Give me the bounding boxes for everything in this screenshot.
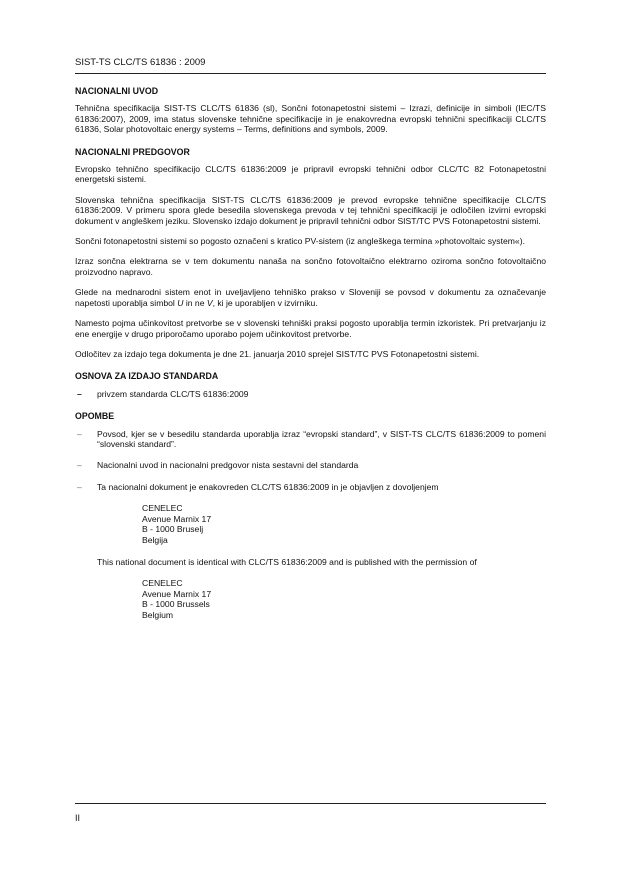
- note-dash: –: [77, 460, 82, 471]
- address-line: B - 1000 Brussels: [142, 599, 210, 610]
- units-text-before: Glede na mednarodni sistem enot in uveljavljeno tehniško prakso v Sloveniji se povsod v dokumentu za označevanje napetosti uporablja simbol: [75, 287, 546, 308]
- opomba-text-2: Nacionalni uvod in nacionalni predgovor nista sestavni del standarda: [97, 460, 359, 471]
- address-line: Avenue Marnix 17: [142, 588, 212, 599]
- heading-nacionalni-predgovor: NACIONALNI PREDGOVOR: [75, 146, 190, 157]
- paragraph-uvod: Tehnična specifikacija SIST-TS CLC/TS 61836 (sl), Sončni fotonapetostni sistemi – Izrazi, definicije in simboli (IEC/TS 61836:2007), 2009, ima status slovenske tehnične specifikacije in je enakovredna evropski tehnični specifikaciji CLC/TS 61836, Solar photovoltaic energy systems – Terms, definitions and symbols, 2009.: [75, 103, 546, 135]
- paragraph-predgovor-2: Slovenska tehnična specifikacija SIST-TS CLC/TS 61836:2009 je prevod evropske tehnične specifikacije CLC/TS 61836:2009. V primeru spora glede besedila slovenskega prevoda v tej tehnični specifikaciji je odločilen izvirni evropski dokument v angleškem jeziku. Slovensko izdajo dokument je pripravil tehnični odbor SIST/TC PVS Fotonapetostni sistemi.: [75, 194, 546, 226]
- heading-nacionalni-uvod: NACIONALNI UVOD: [75, 86, 159, 96]
- osnova-list-item: [75, 389, 546, 399]
- address-line: Belgija: [142, 534, 168, 545]
- opomba-item-1: [75, 429, 546, 450]
- address-block-en: [75, 578, 546, 620]
- address-line: Avenue Marnix 17: [142, 513, 212, 524]
- address-line: CENELEC: [142, 503, 183, 514]
- osnova-item-text: privzem standarda CLC/TS 61836:2009: [97, 388, 249, 399]
- paragraph-predgovor-units: [75, 287, 546, 308]
- address-line: B - 1000 Bruselj: [142, 524, 204, 535]
- symbol-u: U: [177, 297, 184, 308]
- paragraph-predgovor-3: Sončni fotonapetostni sistemi so pogosto označeni s kratico PV-sistem (iz angleškega termina »photovoltaic system«).: [75, 236, 525, 247]
- note-dash: –: [77, 428, 82, 439]
- note-dash: –: [77, 481, 82, 492]
- heading-osnova: OSNOVA ZA IZDAJO STANDARDA: [75, 371, 219, 382]
- opomba-text-3: Ta nacionalni dokument je enakovreden CLC/TS 61836:2009 in je objavljen z dovoljenjem: [97, 481, 439, 492]
- header-rule: [75, 73, 546, 74]
- paragraph-predgovor-7: Odločitev za izdajo tega dokumenta je dne 21. januarja 2010 sprejel SIST/TC PVS Fotonapetostni sistemi.: [75, 348, 480, 359]
- page-number: II: [75, 813, 81, 823]
- paragraph-predgovor-4: Izraz sončna elektrarna se v tem dokumentu nanaša na sončno fotovoltaično elektrarno oziroma sončno fotovoltaično proizvodno napravo.: [75, 256, 546, 277]
- paragraph-predgovor-1: Evropsko tehnično specifikacijo CLC/TS 61836:2009 je pripravil evropski tehnični odbor CLC/TC 82 Fotonapetostni energetski sistemi.: [75, 164, 546, 185]
- page-header: SIST-TS CLC/TS 61836 : 2009: [75, 57, 206, 68]
- heading-opombe: OPOMBE: [75, 411, 115, 422]
- units-text-middle: in ne: [183, 297, 207, 308]
- national-document-en: This national document is identical with CLC/TS 61836:2009 and is published with the permission of: [97, 556, 477, 567]
- opomba-text-1: Povsod, kjer se v besedilu standarda uporablja izraz “evropski standard”, v SIST-TS CLC/TS 61836:2009 to pomeni “slovenski standard”.: [97, 428, 546, 449]
- units-text-after: , ki je uporabljen v izvirniku.: [212, 297, 318, 308]
- opomba-item-3: [75, 482, 546, 492]
- bullet-dash: –: [77, 388, 82, 399]
- opomba-item-2: [75, 460, 546, 470]
- address-line: CENELEC: [142, 577, 183, 588]
- symbol-v: V: [206, 297, 213, 308]
- footer-rule: [75, 803, 546, 804]
- page-content: [75, 86, 546, 631]
- address-block-sl: [75, 503, 546, 545]
- address-line: Belgium: [142, 609, 174, 620]
- paragraph-predgovor-6: Namesto pojma učinkovitost pretvorbe se v slovenski tehniški praksi pogosto uporablja termin izkoristek. Pri pretvarjanju iz ene energije v drugo priporočamo uporabo pojem učinkovitost pretvorbe.: [75, 318, 546, 339]
